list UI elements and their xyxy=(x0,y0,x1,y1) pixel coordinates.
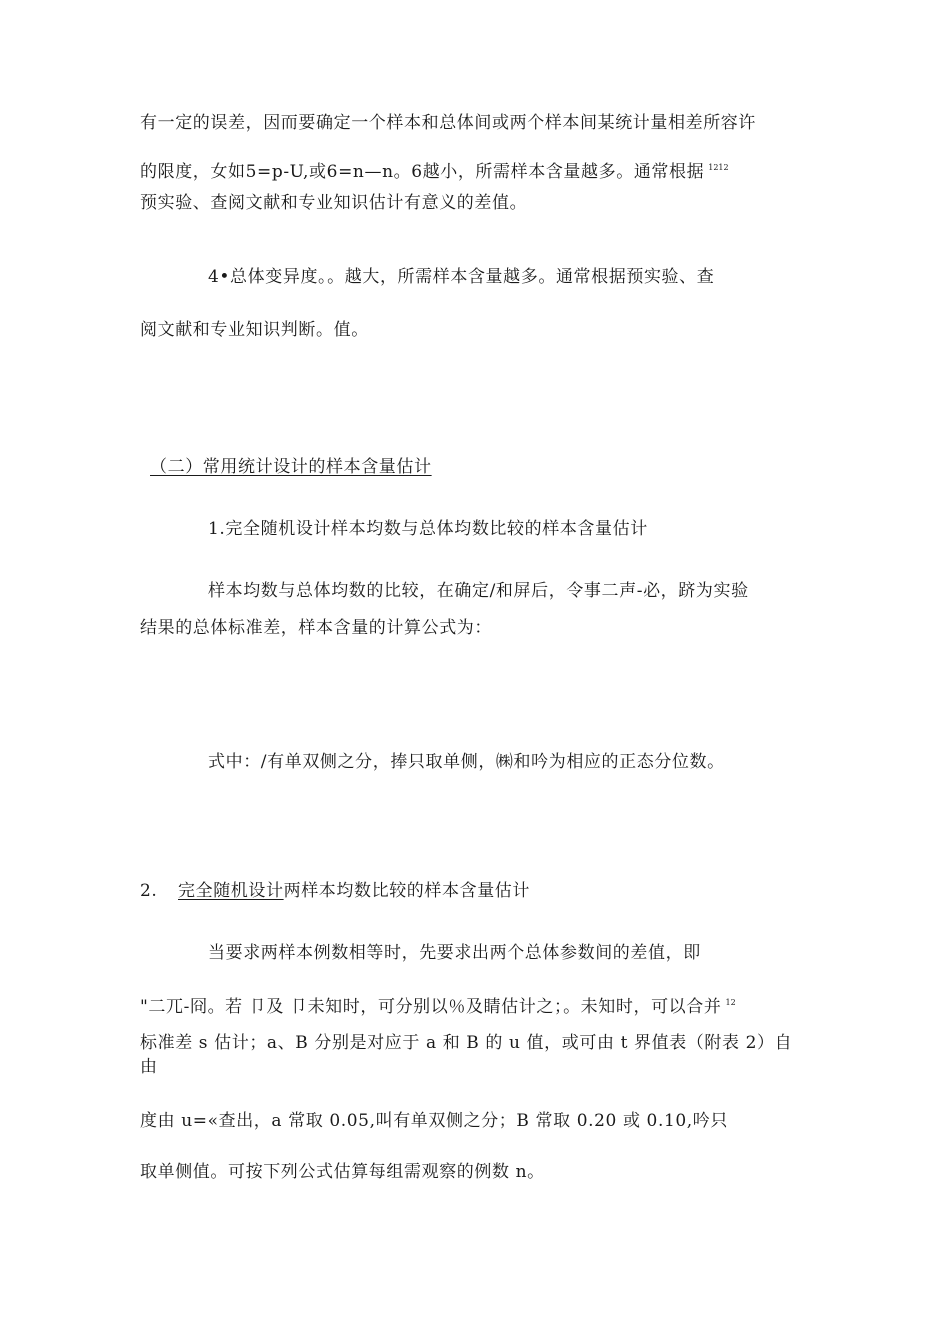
paragraph-line: 式中：/有单双侧之分，捧只取单侧，㈱和吟为相应的正态分位数。 xyxy=(208,752,725,772)
superscript-note: 1212 xyxy=(708,163,729,172)
paragraph-text: 的限度，女如5=p-U,或6=n—n。6越小，所需样本含量越多。通常根据 xyxy=(140,162,705,182)
paragraph-line: 阅文献和专业知识判断。值。 xyxy=(140,320,369,340)
paragraph-line: 有一定的误差，因而要确定一个样本和总体间或两个样本间某统计量相差所容许 xyxy=(140,113,756,133)
paragraph-line: 由 xyxy=(140,1057,158,1077)
paragraph-line: 取单侧值。可按下列公式估算每组需观察的例数 n。 xyxy=(140,1162,545,1182)
subsection-heading: 1.完全随机设计样本均数与总体均数比较的样本含量估计 xyxy=(208,519,648,539)
paragraph-line: 标准差 s 估计；a、B 分别是对应于 a 和 B 的 u 值，或可由 t 界值表（附表 2）自 xyxy=(140,1033,793,1053)
section-heading: （二）常用统计设计的样本含量估计 xyxy=(150,457,432,477)
paragraph-line: 度由 u=«查出，a 常取 0.05,叫有单双侧之分；B 常取 0.20 或 0.10,吟只 xyxy=(140,1111,729,1131)
subsection-number: 2. xyxy=(140,881,158,901)
paragraph-line: 样本均数与总体均数的比较，在确定/和屏后，令事二声-必，跻为实验 xyxy=(208,581,749,601)
paragraph-line: 当要求两样本例数相等时，先要求出两个总体参数间的差值，即 xyxy=(208,943,701,963)
paragraph-line xyxy=(140,157,729,183)
paragraph-line xyxy=(140,992,736,1018)
subsection-heading-text: 两样本均数比较的样本含量估计 xyxy=(283,881,531,901)
paragraph-line: 预实验、查阅文献和专业知识估计有意义的差值。 xyxy=(140,193,528,213)
superscript-note: 12 xyxy=(725,998,736,1007)
paragraph-line: 4•总体变异度。。越大，所需样本含量越多。通常根据预实验、查 xyxy=(208,267,715,287)
paragraph-line: 结果的总体标准差，样本含量的计算公式为： xyxy=(140,618,492,638)
paragraph-text: "二兀-冏。若 卩及 卩未知时，可分别以％及睛估计之；。未知时，可以合并 xyxy=(140,997,722,1017)
subsection-heading-underlined: 完全随机设计 xyxy=(178,881,284,901)
subsection-heading xyxy=(140,880,530,902)
